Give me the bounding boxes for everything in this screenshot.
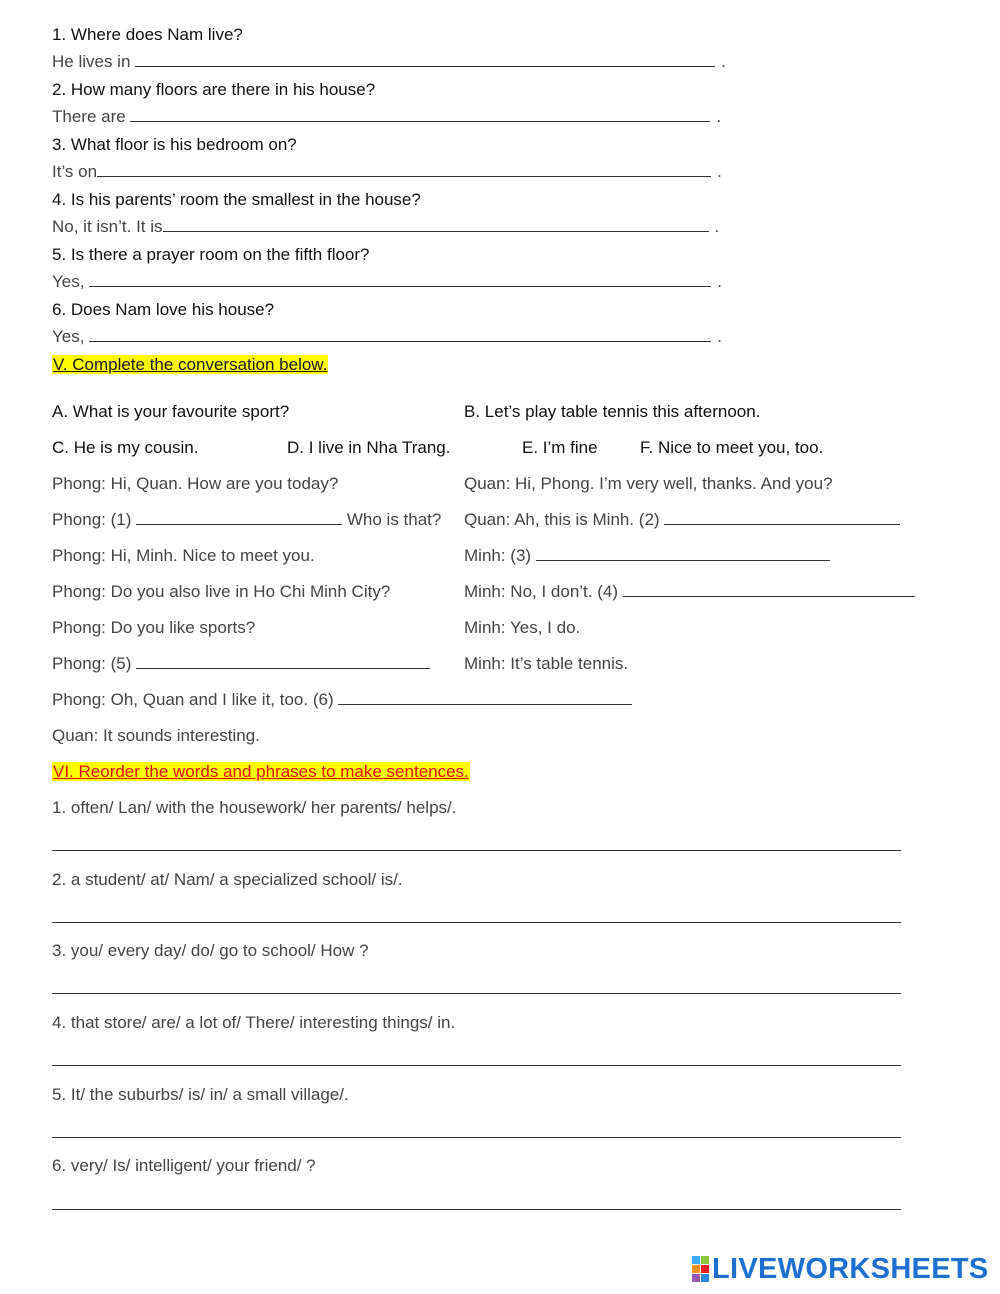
dialogue-minh-5: Minh: Yes, I do. <box>464 618 581 637</box>
end-mark: . <box>717 272 722 291</box>
option-e: E. I’m fine <box>522 438 598 457</box>
answer-prefix: No, it isn’t. It is <box>52 217 163 236</box>
question-6: 6. Does Nam love his house? <box>52 300 275 319</box>
answer-prefix: It’s on <box>52 162 98 181</box>
option-a: A. What is your favourite sport? <box>52 402 290 421</box>
dialogue-quan-2 <box>464 509 900 531</box>
reorder-answer-6[interactable] <box>52 1209 901 1210</box>
reorder-item-1: 1. often/ Lan/ with the housework/ her parents/ helps/. <box>52 798 457 817</box>
reorder-item-4: 4. that store/ are/ a lot of/ There/ interesting things/ in. <box>52 1013 456 1032</box>
blank-6[interactable] <box>338 689 632 705</box>
reorder-item-5: 5. It/ the suburbs/ is/ in/ a small village/. <box>52 1085 349 1104</box>
answer-line-3[interactable] <box>52 161 722 183</box>
section-v-heading-text: V. Complete the conversation below. <box>53 355 328 374</box>
dialogue-minh-3 <box>464 545 830 567</box>
logo-grid-icon <box>692 1256 709 1282</box>
dialogue-quan-8: Quan: It sounds interesting. <box>52 726 260 745</box>
liveworksheets-logo <box>692 1252 989 1286</box>
dialogue-quan-1: Quan: Hi, Phong. I’m very well, thanks. And you? <box>464 474 833 493</box>
dialogue-text: Who is that? <box>346 510 442 529</box>
logo-text: LIVEWORKSHEETS <box>712 1252 989 1285</box>
end-mark: . <box>717 327 722 346</box>
dialogue-phong-6 <box>52 653 430 675</box>
dialogue-text: Phong: (1) <box>52 510 132 529</box>
dialogue-phong-1: Phong: Hi, Quan. How are you today? <box>52 474 339 493</box>
option-c: C. He is my cousin. <box>52 438 199 457</box>
reorder-answer-1[interactable] <box>52 850 901 851</box>
end-mark: . <box>717 162 722 181</box>
reorder-item-3: 3. you/ every day/ do/ go to school/ How ? <box>52 941 369 960</box>
dialogue-phong-4: Phong: Do you also live in Ho Chi Minh City? <box>52 582 391 601</box>
blank-2[interactable] <box>664 509 900 525</box>
dialogue-text: Minh: No, I don’t. (4) <box>464 582 619 601</box>
answer-line-4[interactable] <box>52 216 719 238</box>
option-d: D. I live in Nha Trang. <box>287 438 451 457</box>
end-mark: . <box>714 217 720 236</box>
answer-prefix: There are <box>52 107 126 126</box>
dialogue-minh-6: Minh: It’s table tennis. <box>464 654 629 673</box>
answer-blank[interactable] <box>97 161 711 177</box>
answer-blank[interactable] <box>89 326 711 342</box>
question-1: 1. Where does Nam live? <box>52 25 243 44</box>
dialogue-text: Minh: (3) <box>464 546 532 565</box>
reorder-answer-2[interactable] <box>52 922 901 923</box>
option-f: F. Nice to meet you, too. <box>640 438 824 457</box>
answer-blank[interactable] <box>130 106 710 122</box>
question-2: 2. How many floors are there in his house? <box>52 80 376 99</box>
answer-line-6[interactable] <box>52 326 722 348</box>
option-b: B. Let’s play table tennis this afternoon. <box>464 402 761 421</box>
reorder-answer-5[interactable] <box>52 1137 901 1138</box>
answer-line-5[interactable] <box>52 271 722 293</box>
question-5: 5. Is there a prayer room on the fifth floor? <box>52 245 370 264</box>
question-4: 4. Is his parents’ room the smallest in the house? <box>52 190 421 209</box>
question-3: 3. What floor is his bedroom on? <box>52 135 297 154</box>
dialogue-text: Phong: (5) <box>52 654 132 673</box>
dialogue-phong-7 <box>52 689 632 711</box>
section-vi-heading <box>52 761 470 783</box>
answer-line-1[interactable] <box>52 51 726 73</box>
section-vi-heading-text: VI. Reorder the words and phrases to make sentences. <box>53 762 469 781</box>
reorder-item-6: 6. very/ Is/ intelligent/ your friend/ ? <box>52 1156 316 1175</box>
dialogue-phong-5: Phong: Do you like sports? <box>52 618 256 637</box>
section-v-heading <box>52 354 328 376</box>
blank-3[interactable] <box>536 545 830 561</box>
answer-prefix: He lives in <box>52 52 131 71</box>
blank-5[interactable] <box>136 653 430 669</box>
answer-prefix: Yes, <box>52 272 85 291</box>
answer-blank[interactable] <box>89 271 711 287</box>
dialogue-phong-3: Phong: Hi, Minh. Nice to meet you. <box>52 546 315 565</box>
answer-blank[interactable] <box>163 216 709 232</box>
end-mark: . <box>721 52 726 71</box>
end-mark: . <box>716 107 722 126</box>
dialogue-text: Phong: Oh, Quan and I like it, too. (6) <box>52 690 334 709</box>
reorder-answer-3[interactable] <box>52 993 901 994</box>
answer-prefix: Yes, <box>52 327 85 346</box>
dialogue-minh-4 <box>464 581 915 603</box>
dialogue-text: Quan: Ah, this is Minh. (2) <box>464 510 660 529</box>
blank-1[interactable] <box>136 509 342 525</box>
reorder-answer-4[interactable] <box>52 1065 901 1066</box>
answer-blank[interactable] <box>135 51 715 67</box>
dialogue-phong-2 <box>52 509 441 531</box>
answer-line-2[interactable] <box>52 106 721 128</box>
reorder-item-2: 2. a student/ at/ Nam/ a specialized school/ is/. <box>52 870 403 889</box>
blank-4[interactable] <box>623 581 915 597</box>
